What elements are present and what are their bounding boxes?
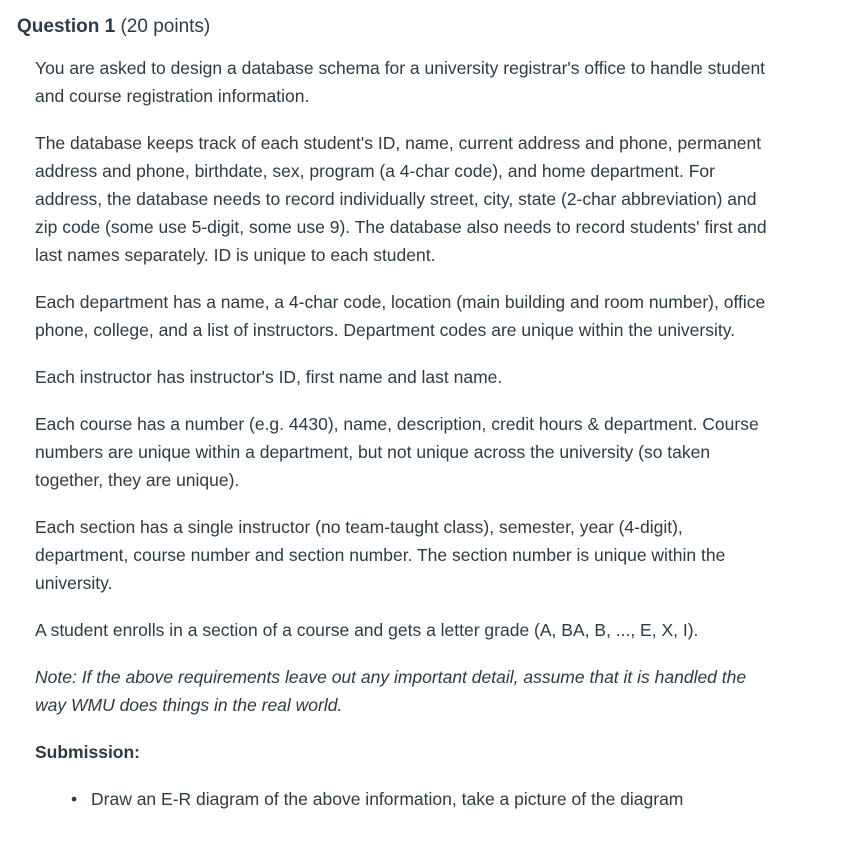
paragraph-enrollment: A student enrolls in a section of a course and gets a letter grade (A, BA, B, ..., E, X, I). xyxy=(35,620,699,640)
paragraph-instructor: Each instructor has instructor's ID, first name and last name. xyxy=(35,367,503,387)
question-title: Question 1 xyxy=(17,16,116,37)
submission-list xyxy=(35,785,775,813)
list-item xyxy=(57,785,775,813)
submission-heading: Submission: xyxy=(35,742,141,762)
note-text: Note: If the above requirements leave out any important detail, assume that it is handled the way WMU does things in the real world. xyxy=(35,667,747,715)
question-text xyxy=(35,54,775,813)
paragraph-course: Each course has a number (e.g. 4430), name, description, credit hours & department. Course numbers are unique within a department, but not unique across the university (so taken together, they are unique). xyxy=(35,414,759,490)
submission-item-text: Draw an E-R diagram of the above information, take a picture of the diagram xyxy=(91,789,684,809)
paragraph-section: Each section has a single instructor (no team-taught class), semester, year (4-digit), department, course number and section number. The section number is unique within the university. xyxy=(35,517,726,593)
bullet-icon: • xyxy=(71,789,78,809)
question-header xyxy=(17,14,210,40)
question-points: (20 points) xyxy=(120,16,211,37)
paragraph-intro: You are asked to design a database schema for a university registrar's office to handle student and course registration information. xyxy=(35,58,766,106)
paragraph-student: The database keeps track of each student's ID, name, current address and phone, permanent address and phone, birthdate, sex, program (a 4-char code), and home department. For address, the database needs to record individually street, city, state (2-char abbreviation) and zip code (some use 5-digit, some use 9). The database also needs to record students' first and last names separately. ID is unique to each student. xyxy=(35,133,767,265)
paragraph-department: Each department has a name, a 4-char code, location (main building and room number), office phone, college, and a list of instructors. Department codes are unique within the university. xyxy=(35,292,766,340)
